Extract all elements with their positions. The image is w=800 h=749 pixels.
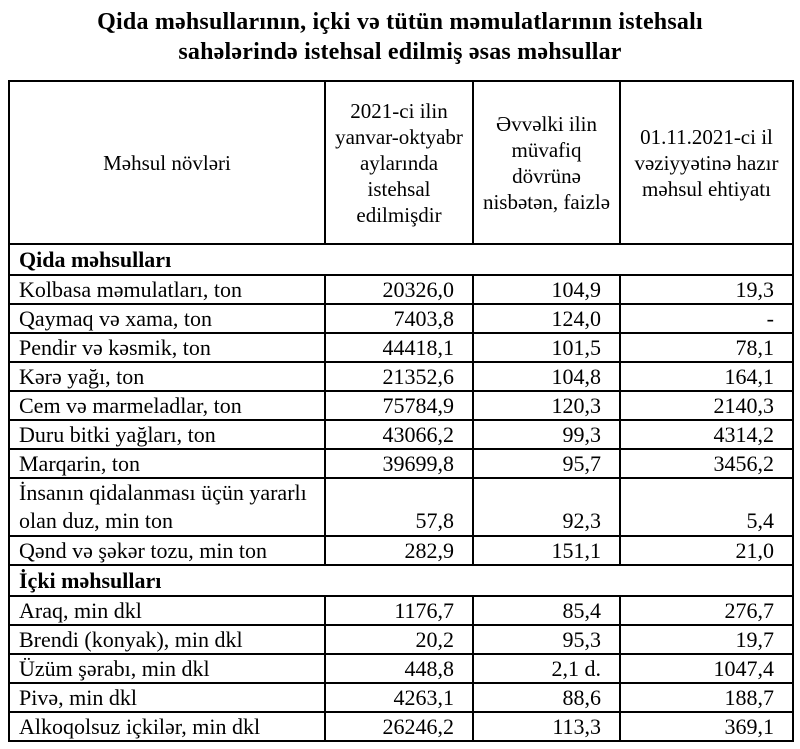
col-header-produced: 2021-ci ilin yanvar-oktyabr aylarında istehsal edilmişdir [325,81,473,244]
produced-cell: 448,8 [325,654,473,683]
product-name-cell: Kərə yağı, ton [9,362,325,391]
product-name-cell: Cem və marmeladlar, ton [9,391,325,420]
produced-cell: 43066,2 [325,420,473,449]
vs-prev-cell: 85,4 [473,596,620,625]
produced-cell: 282,9 [325,536,473,565]
page-title-line2: sahələrində istehsal edilmiş əsas məhsullar [178,39,622,66]
table-row [9,420,793,449]
vs-prev-cell: 120,3 [473,391,620,420]
stock-cell: 5,4 [620,478,793,536]
produced-cell: 20326,0 [325,275,473,304]
produced-cell: 4263,1 [325,683,473,712]
table-row [9,275,793,304]
vs-prev-cell: 2,1 d. [473,654,620,683]
product-name-cell: İnsanın qidalanması üçün yararlı olan duz, min ton [9,478,325,536]
product-name-cell: Pendir və kəsmik, ton [9,333,325,362]
produced-cell: 39699,8 [325,449,473,478]
product-name-cell: Araq, min dkl [9,596,325,625]
table-row [9,362,793,391]
produced-cell: 44418,1 [325,333,473,362]
vs-prev-cell: 88,6 [473,683,620,712]
stock-cell: 4314,2 [620,420,793,449]
page [0,7,800,742]
stock-cell: 188,7 [620,683,793,712]
vs-prev-cell: 151,1 [473,536,620,565]
vs-prev-cell: 113,3 [473,712,620,741]
product-name-cell: Brendi (konyak), min dkl [9,625,325,654]
produced-cell: 57,8 [325,478,473,536]
product-name-cell: Duru bitki yağları, ton [9,420,325,449]
table-row [9,304,793,333]
page-title-line1: Qida məhsullarının, içki və tütün məmulatlarının istehsalı [97,9,703,35]
vs-prev-cell: 99,3 [473,420,620,449]
table-row [9,449,793,478]
vs-prev-cell: 95,3 [473,625,620,654]
vs-prev-cell: 124,0 [473,304,620,333]
produced-cell: 26246,2 [325,712,473,741]
table-row [9,712,793,741]
stock-cell: 3456,2 [620,449,793,478]
vs-prev-cell: 104,9 [473,275,620,304]
table-row [9,625,793,654]
product-name-cell: Pivə, min dkl [9,683,325,712]
produced-cell: 75784,9 [325,391,473,420]
table-header-row [9,81,793,244]
stock-cell: - [620,304,793,333]
product-name-cell: Alkoqolsuz içkilər, min dkl [9,712,325,741]
produced-cell: 1176,7 [325,596,473,625]
products-table [8,80,794,742]
produced-cell: 21352,6 [325,362,473,391]
stock-cell: 164,1 [620,362,793,391]
col-header-stock: 01.11.2021-ci il vəziyyətinə hazır məhsul ehtiyatı [620,81,793,244]
product-name-cell: Üzüm şərabı, min dkl [9,654,325,683]
col-header-product-types: Məhsul növləri [9,81,325,244]
stock-cell: 1047,4 [620,654,793,683]
stock-cell: 19,3 [620,275,793,304]
product-name-cell: Qənd və şəkər tozu, min ton [9,536,325,565]
produced-cell: 20,2 [325,625,473,654]
stock-cell: 19,7 [620,625,793,654]
table-row [9,654,793,683]
table-row [9,536,793,565]
vs-prev-cell: 92,3 [473,478,620,536]
page-title [10,7,790,67]
table-row [9,391,793,420]
table-row [9,683,793,712]
vs-prev-cell: 95,7 [473,449,620,478]
produced-cell: 7403,8 [325,304,473,333]
product-name-cell: Marqarin, ton [9,449,325,478]
section-row-food [9,244,793,275]
stock-cell: 2140,3 [620,391,793,420]
table-row [9,478,793,536]
section-label-beverages: İçki məhsulları [9,565,793,596]
stock-cell: 369,1 [620,712,793,741]
section-label-food: Qida məhsulları [9,244,793,275]
table-row [9,333,793,362]
vs-prev-cell: 104,8 [473,362,620,391]
vs-prev-cell: 101,5 [473,333,620,362]
stock-cell: 78,1 [620,333,793,362]
section-row-beverages [9,565,793,596]
col-header-vs-previous-year: Əvvəlki ilin müvafiq dövrünə nisbətən, faizlə [473,81,620,244]
product-name-cell: Qaymaq və xama, ton [9,304,325,333]
stock-cell: 21,0 [620,536,793,565]
product-name-cell: Kolbasa məmulatları, ton [9,275,325,304]
stock-cell: 276,7 [620,596,793,625]
table-row [9,596,793,625]
